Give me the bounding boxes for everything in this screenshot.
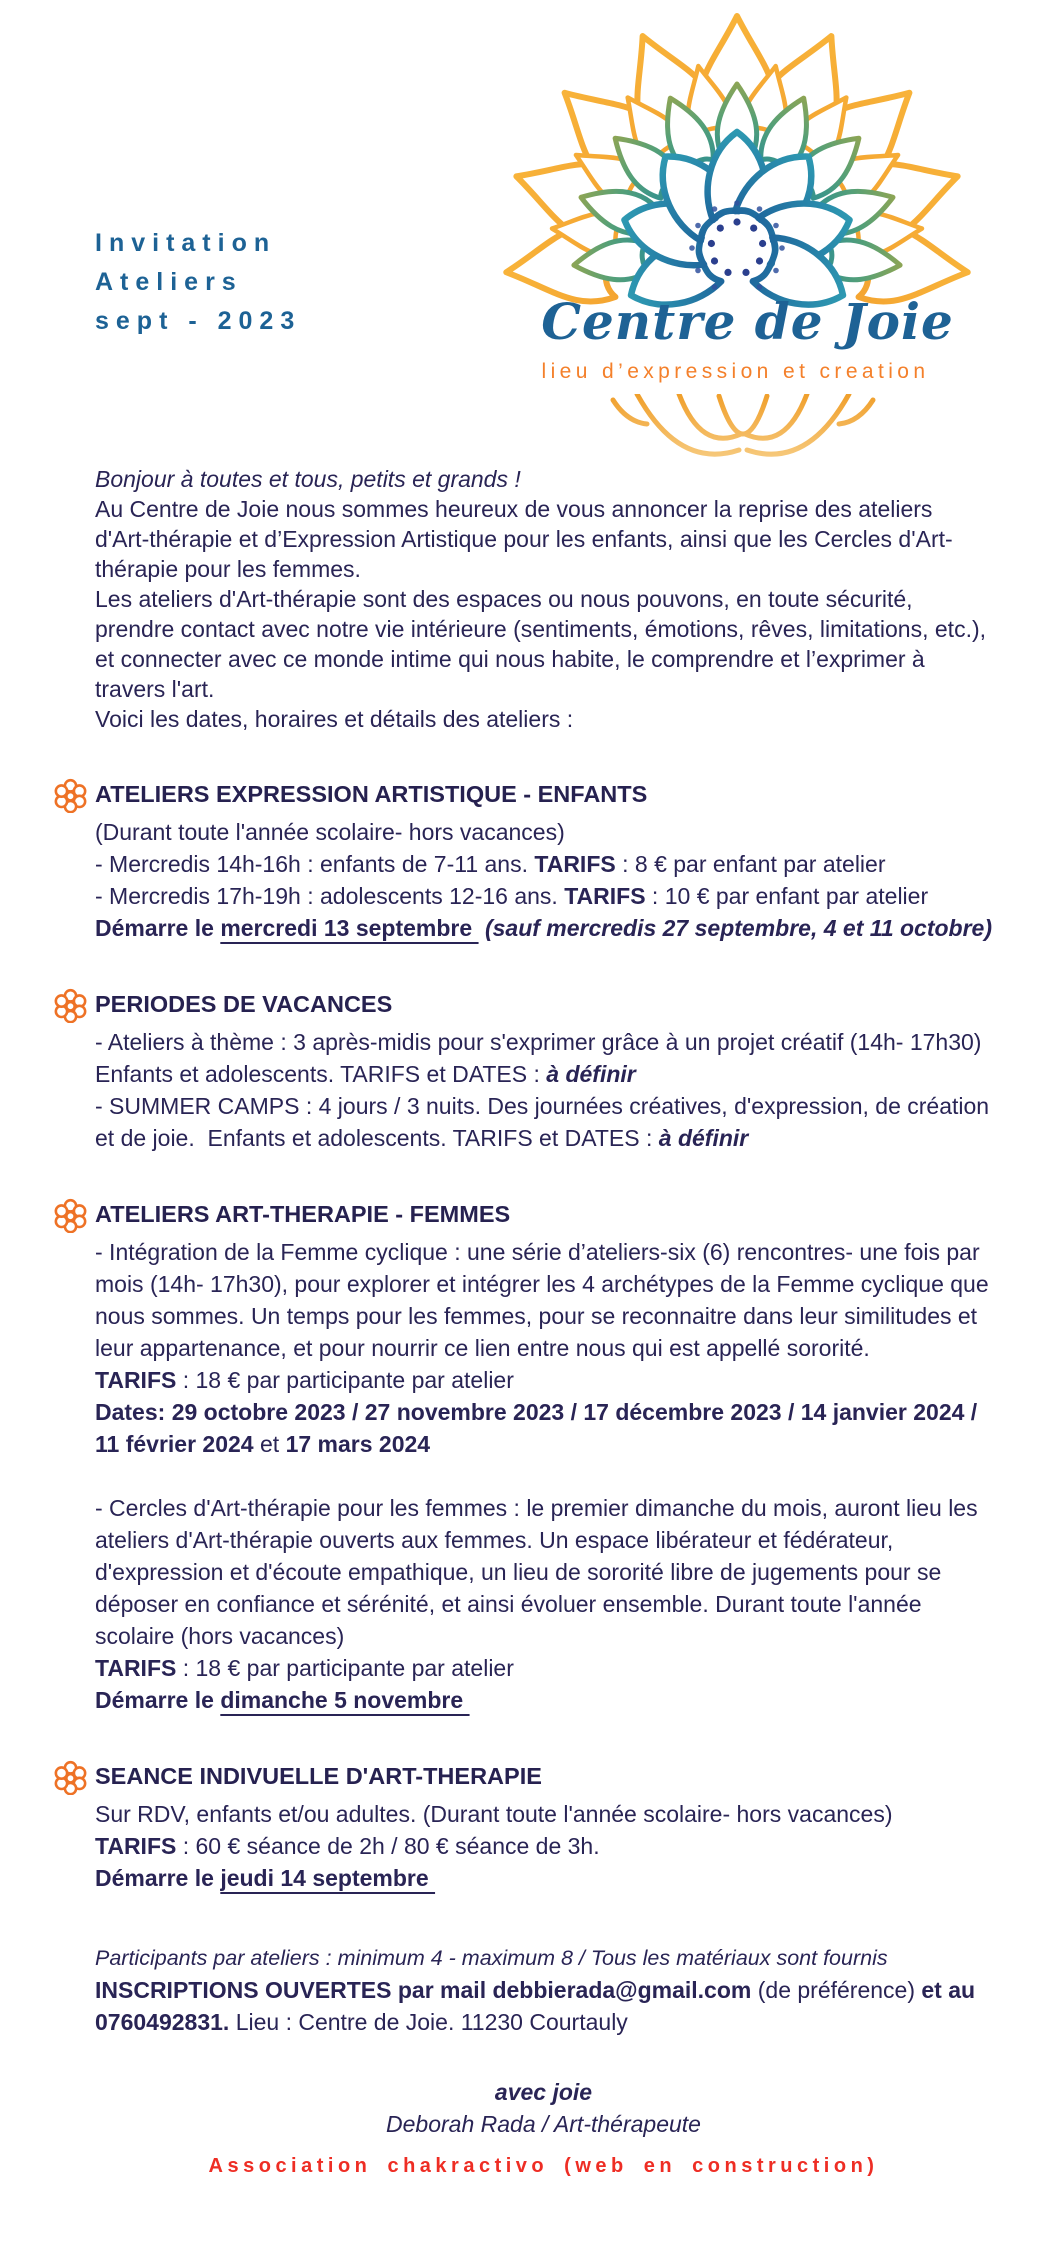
flower-icon (52, 988, 89, 1023)
workshop-section (95, 1198, 992, 1716)
text-segment: : 18 € par participante par atelier (176, 1655, 514, 1681)
text-segment: : 18 € par participante par atelier (176, 1367, 514, 1393)
logo-rays-icon (593, 394, 893, 474)
text-segment: Les ateliers d'Art-thérapie sont des espaces ou nous pouvons, en toute sécurité, prendre contact avec notre vie intérieure (sentiments, émotions, rêves, limitations, etc.), et connecter avec ce monde intime qui nous habite, le comprendre et l’exprimer à travers l'art. (95, 586, 987, 702)
sections (95, 778, 992, 1894)
text-segment: (Durant toute l'année scolaire- hors vacances) (95, 819, 565, 845)
content (95, 464, 992, 2182)
text-segment: dimanche 5 novembre (220, 1687, 470, 1713)
logo (485, 6, 1025, 471)
workshop-section (95, 778, 992, 944)
text-segment: Participants par ateliers : minimum 4 - maximum 8 / Tous les matériaux sont fournis (95, 1946, 888, 1970)
workshop-section (95, 1760, 992, 1894)
text-segment: avec joie (494, 2079, 593, 2105)
text-segment: INSCRIPTIONS OUVERTES par mail debbierada@gmail.com (95, 1977, 752, 2003)
intro (95, 464, 992, 734)
paragraph (95, 1798, 992, 1830)
footer-note (95, 1942, 992, 1974)
text-segment: - Intégration de la Femme cyclique : une série d’ateliers-six (6) rencontres- une fois par mois (14h- 17h30), pour explorer et intégrer les 4 archétypes de la Femme cyclique que nous sommes. Un temps pour les femmes, pour se reconnaitre dans leur similitudes et leur appartenance, et pour nourrir ce lien entre nous qui est appellé sororité. (95, 1239, 989, 1361)
text-segment: Voici les dates, horaires et détails des ateliers : (95, 706, 574, 732)
section-title: SEANCE INDIVUELLE D'ART-THERAPIE (95, 1763, 542, 1789)
paragraph (95, 880, 992, 912)
section-heading (95, 1760, 992, 1793)
invitation-line-1: Invitation (95, 229, 277, 257)
section-title: ATELIERS ART-THERAPIE - FEMMES (95, 1201, 511, 1227)
paragraph (95, 1090, 992, 1154)
paragraph (95, 848, 992, 880)
logo-title: Centre de Joie (541, 292, 954, 351)
paragraph (95, 1684, 992, 1716)
text-segment: jeudi 14 septembre (220, 1865, 436, 1891)
paragraph (95, 912, 992, 944)
flower-icon (52, 778, 89, 813)
paragraph (95, 1652, 992, 1684)
footer-signoff (95, 2076, 992, 2108)
text-segment: : 60 € séance de 2h / 80 € séance de 3h. (176, 1833, 600, 1859)
section-title: ATELIERS EXPRESSION ARTISTIQUE - ENFANTS (95, 781, 648, 807)
footer-inscriptions (95, 1974, 992, 2038)
paragraph (95, 1236, 992, 1364)
text-segment: Démarre le (95, 1865, 221, 1891)
text-segment: à définir (658, 1125, 749, 1151)
text-segment: Bonjour à toutes et tous, petits et grands ! (95, 466, 521, 492)
association-line: Association chakractivo (web en construction) (208, 2155, 879, 2177)
intro-paragraph (95, 494, 992, 584)
paragraph (95, 1026, 992, 1090)
text-segment: - SUMMER CAMPS : 4 jours / 3 nuits. Des journées créatives, d'expression, de création et de joie. Enfants et adolescents. TARIFS et DATES : (95, 1093, 990, 1151)
paragraph (95, 1830, 992, 1862)
text-segment: TARIFS (95, 1833, 177, 1859)
logo-subtitle: lieu d’expression et creation (541, 360, 930, 383)
intro-paragraph (95, 584, 992, 704)
paragraph (95, 1396, 992, 1460)
flower-icon (52, 1198, 89, 1233)
invitation-line-3: sept - 2023 (95, 307, 302, 335)
text-segment: 17 mars 2024 (285, 1431, 431, 1457)
paragraph (95, 1364, 992, 1396)
text-segment: Démarre le (95, 1687, 221, 1713)
text-segment: et (253, 1431, 286, 1457)
text-segment: : 10 € par enfant par atelier (645, 883, 929, 909)
text-segment: mercredi 13 septembre (220, 915, 479, 941)
text-segment: TARIFS (534, 851, 616, 877)
text-segment: Dates: (95, 1399, 166, 1425)
flower-icon (52, 1760, 89, 1795)
text-segment: et au 0760492831. (95, 1977, 976, 2035)
section-heading (95, 778, 992, 811)
section-heading (95, 988, 992, 1021)
section-title: PERIODES DE VACANCES (95, 991, 393, 1017)
text-segment: TARIFS (95, 1655, 177, 1681)
text-segment: : 8 € par enfant par atelier (615, 851, 886, 877)
workshop-section (95, 988, 992, 1154)
mandala-flower-icon (485, 6, 990, 308)
footer (95, 1942, 992, 2182)
intro-paragraph (95, 464, 992, 494)
text-segment: TARIFS (564, 883, 646, 909)
text-segment: TARIFS (95, 1367, 177, 1393)
text-segment: 29 octobre 2023 / 27 novembre 2023 / 17 décembre 2023 / 14 janvier 2024 / 11 février 2024 (95, 1399, 978, 1457)
section-heading (95, 1198, 992, 1231)
text-segment: (sauf mercredis 27 septembre, 4 et 11 octobre) (484, 915, 993, 941)
text-segment: Lieu : Centre de Joie. 11230 Courtauly (229, 2009, 628, 2035)
text-segment: - Ateliers à thème : 3 après-midis pour s'exprimer grâce à un projet créatif (14h- 17h30) Enfants et adolescents. TARIFS et DATES : (95, 1029, 982, 1087)
paragraph (95, 1492, 992, 1652)
invitation-title (95, 224, 301, 341)
text-segment: Sur RDV, enfants et/ou adultes. (Durant toute l'année scolaire- hors vacances) (95, 1801, 893, 1827)
text-segment: Au Centre de Joie nous sommes heureux de vous annoncer la reprise des ateliers d'Art-thérapie et d’Expression Artistique pour les enfants, ainsi que les Cercles d'Art-thérapie pour les femmes. (95, 496, 953, 582)
text-segment: Deborah Rada / Art-thérapeute (386, 2111, 701, 2137)
text-segment: Démarre le (95, 915, 221, 941)
text-segment: (de préférence) (751, 1977, 922, 2003)
text-segment: - Cercles d'Art-thérapie pour les femmes : le premier dimanche du mois, auront lieu les ateliers d'Art-thérapie ouverts aux femmes. Un espace libérateur et fédérateur, d'expression et d'écoute empathique, un lieu de sororité libre de jugements pour se déposer en confiance et sérénité, et ainsi évoluer ensemble. Durant toute l'année scolaire (hors vacances) (95, 1495, 978, 1649)
text-segment: à définir (546, 1061, 636, 1087)
text-segment: - Mercredis 14h-16h : enfants de 7-11 ans. (95, 851, 535, 877)
paragraph (95, 1862, 992, 1894)
footer-signature (95, 2108, 992, 2140)
intro-paragraph (95, 704, 992, 734)
text-segment: - Mercredis 17h-19h : adolescents 12-16 ans. (95, 883, 565, 909)
paragraph (95, 816, 992, 848)
invitation-line-2: Ateliers (95, 268, 243, 296)
